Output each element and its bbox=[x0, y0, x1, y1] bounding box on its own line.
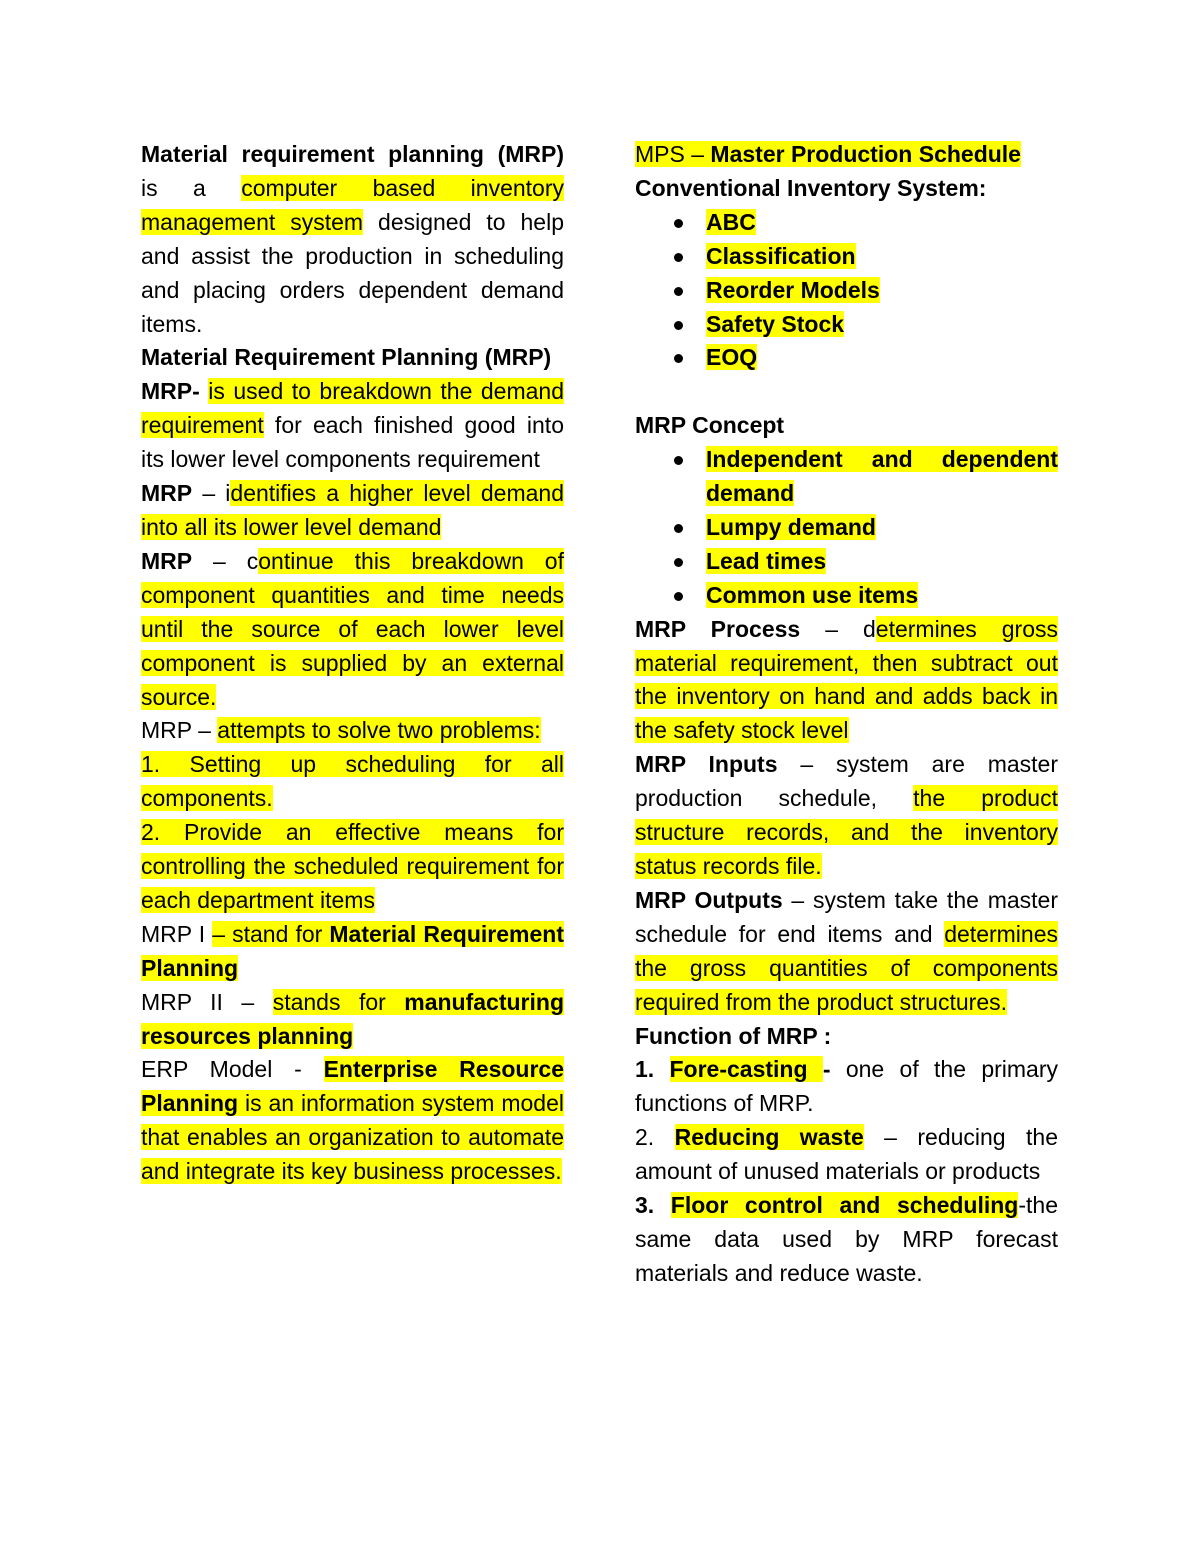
mrp-outputs-paragraph bbox=[635, 884, 1058, 1020]
mrp-process-paragraph bbox=[635, 613, 1058, 749]
mrp-term: MRP bbox=[141, 547, 193, 574]
mrp-continue-paragraph bbox=[141, 545, 564, 715]
list-item-text: Classification bbox=[706, 242, 856, 269]
highlighted-text: computer based inventory management system bbox=[141, 174, 564, 235]
text-run: - bbox=[822, 1056, 831, 1083]
conventional-inventory-heading bbox=[635, 172, 1058, 206]
text-run: for each finished good into its lower level components requirement bbox=[141, 412, 564, 473]
mrp-term: MRP- bbox=[141, 378, 200, 405]
highlighted-text: MPS – bbox=[635, 141, 711, 167]
function-floor-control-paragraph bbox=[635, 1189, 1058, 1291]
list-item bbox=[671, 206, 1058, 240]
highlighted-text: ontinue this breakdown of component quantities and time needs until the source of each lower level component is supplied by an external source. bbox=[141, 547, 564, 710]
mrp-i-paragraph bbox=[141, 918, 564, 986]
highlighted-term: Master Production Schedule bbox=[710, 141, 1021, 167]
text-run: is a bbox=[141, 174, 242, 201]
heading-text: MRP Concept bbox=[635, 412, 785, 439]
mrp-inputs-paragraph bbox=[635, 748, 1058, 884]
text-run: designed to help and assist the production in scheduling and placing orders dependent demand items. bbox=[141, 208, 564, 337]
text-run bbox=[200, 378, 209, 404]
highlighted-text: 1. Setting up scheduling for all components. bbox=[141, 751, 564, 812]
heading-text: Material Requirement Planning (MRP) bbox=[141, 344, 552, 371]
mrp-attempts-paragraph bbox=[141, 714, 564, 748]
mrp-term: MRP bbox=[141, 480, 193, 507]
list-item-text: Lead times bbox=[706, 547, 827, 574]
text-run: – c bbox=[192, 547, 259, 574]
erp-model-paragraph bbox=[141, 1053, 564, 1189]
highlighted-text: the product structure records, and the inventory status records file. bbox=[635, 785, 1058, 880]
list-item-text: Safety Stock bbox=[706, 310, 845, 337]
highlighted-text: stands for bbox=[272, 988, 405, 1015]
problem-one-paragraph bbox=[141, 748, 564, 816]
text-run: – reducing the amount of unused materials or products bbox=[635, 1124, 1058, 1185]
highlighted-text: etermines gross material requirement, then subtract out the inventory on hand and adds back in the safety stock level bbox=[635, 615, 1058, 744]
mps-paragraph bbox=[635, 138, 1058, 172]
list-item bbox=[671, 308, 1058, 342]
highlighted-term: Material Requirement Planning bbox=[141, 920, 564, 981]
list-item bbox=[671, 545, 1058, 579]
text-run: one of the primary functions of MRP. bbox=[635, 1056, 1058, 1117]
mrp-identifies-paragraph bbox=[141, 477, 564, 545]
mrp-definition-paragraph bbox=[141, 138, 564, 341]
highlighted-term: Reducing waste bbox=[674, 1124, 864, 1151]
list-item bbox=[671, 579, 1058, 613]
highlighted-text: 2. Provide an effective means for controlling the scheduled requirement for each department items bbox=[141, 819, 564, 913]
text-run: ERP Model - bbox=[141, 1056, 324, 1083]
problem-two-paragraph bbox=[141, 816, 564, 918]
list-item-text: Independent and dependent demand bbox=[706, 446, 1058, 507]
function-of-mrp-heading bbox=[635, 1020, 1058, 1054]
list-item bbox=[671, 274, 1058, 308]
number-label: 2. bbox=[635, 1124, 675, 1151]
highlighted-text: is an information system model that enables an organization to automate and integrate its key business processes. bbox=[141, 1090, 564, 1185]
list-item-text: Common use items bbox=[706, 581, 919, 608]
list-item-text: EOQ bbox=[706, 344, 758, 371]
highlighted-term: Enterprise Resource Planning bbox=[141, 1056, 564, 1117]
blank-line bbox=[635, 375, 1058, 409]
function-reducing-waste-paragraph bbox=[635, 1121, 1058, 1189]
number-label: 1. bbox=[635, 1056, 670, 1083]
highlighted-term: Fore-casting bbox=[669, 1056, 823, 1083]
highlighted-term: manufacturing resources planning bbox=[141, 988, 564, 1049]
conventional-inventory-list bbox=[635, 206, 1058, 376]
list-item bbox=[671, 240, 1058, 274]
text-run: – system take the master schedule for end items and bbox=[635, 886, 1058, 947]
mrp-term: MRP Outputs bbox=[635, 886, 783, 913]
highlighted-text: dentifies a higher level demand into all its lower level demand bbox=[141, 480, 565, 540]
left-column bbox=[141, 138, 564, 1189]
list-item-text: Lumpy demand bbox=[706, 513, 876, 540]
text-run: – system are master production schedule, bbox=[635, 751, 1058, 812]
text-run: – d bbox=[800, 615, 876, 642]
mrp-term: Material requirement planning (MRP) bbox=[141, 141, 564, 167]
highlighted-text: – stand for bbox=[212, 920, 330, 947]
function-forecasting-paragraph bbox=[635, 1053, 1058, 1121]
heading-text: Conventional Inventory System: bbox=[635, 174, 987, 201]
text-run: MRP I bbox=[141, 920, 213, 947]
text-run: MRP – bbox=[141, 717, 218, 744]
text-run: – i bbox=[192, 480, 231, 507]
list-item bbox=[671, 341, 1058, 375]
mrp-term: MRP Process bbox=[635, 615, 801, 642]
number-label: 3. bbox=[635, 1192, 671, 1219]
mrp-concept-list bbox=[635, 443, 1058, 613]
highlighted-text: is used to breakdown the demand requirement bbox=[141, 378, 565, 439]
right-column bbox=[635, 138, 1058, 1291]
mrp-term: MRP Inputs bbox=[635, 751, 778, 778]
list-item bbox=[671, 443, 1058, 511]
heading-text: Function of MRP : bbox=[635, 1022, 832, 1049]
mrp-breakdown-paragraph bbox=[141, 375, 564, 477]
highlighted-text: determines the gross quantities of components required from the product structures. bbox=[635, 920, 1058, 1015]
text-run: -the same data used by MRP forecast materials and reduce waste. bbox=[635, 1192, 1058, 1286]
mrp-concept-heading bbox=[635, 409, 1058, 443]
highlighted-text: attempts to solve two problems: bbox=[217, 717, 541, 744]
list-item-text: ABC bbox=[706, 208, 756, 235]
list-item-text: Reorder Models bbox=[706, 276, 880, 303]
mrp-heading bbox=[141, 341, 564, 375]
mrp-ii-paragraph bbox=[141, 986, 564, 1054]
highlighted-term: Floor control and scheduling bbox=[670, 1192, 1019, 1219]
list-item bbox=[671, 511, 1058, 545]
text-run: MRP II – bbox=[141, 988, 273, 1015]
